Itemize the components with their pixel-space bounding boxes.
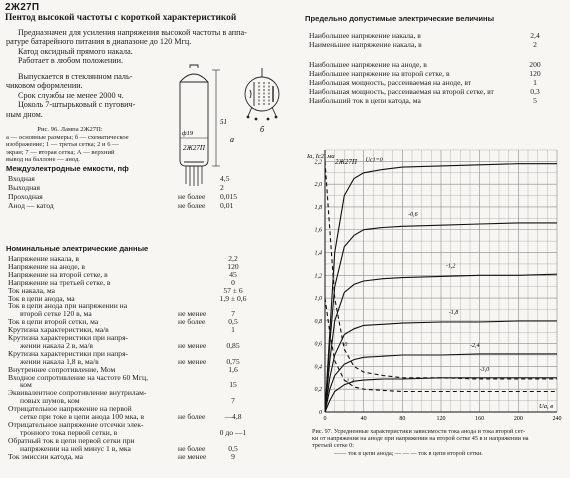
row-value: 120 <box>529 69 541 78</box>
row-value: —4,8 <box>224 412 242 421</box>
row-value: 0,5 <box>228 443 238 453</box>
row-value: 2,2 <box>228 254 238 263</box>
row-label: жении накала 2 в, ма/в <box>20 340 94 350</box>
row-value: 0,5 <box>228 317 238 327</box>
row-value: 0,3 <box>530 87 540 96</box>
row-value: 4,5 <box>220 174 230 183</box>
characteristic-chart <box>305 138 567 426</box>
dim-height: 51 <box>220 118 227 126</box>
chart-tube-label: 2Ж27П <box>335 158 357 166</box>
row-value: 15 <box>229 380 237 390</box>
x-tick-label: 240 <box>552 416 562 422</box>
row-value: 1,9 ± 0,6 <box>219 293 247 303</box>
tube-label: 2Ж27П <box>183 144 205 152</box>
row-label: Выходная <box>8 183 41 192</box>
row-value: 1 <box>533 78 537 87</box>
chart-caption <box>312 428 568 457</box>
row-limit: не менее <box>178 340 207 350</box>
schematic-pin-dots <box>247 116 278 121</box>
glass-line: чиковом оформлении. <box>6 81 83 91</box>
row-label: Наибольший ток в цепи катода, ма <box>309 96 421 105</box>
row-label: второй сетке 120 в, ма <box>20 309 92 319</box>
curve-label: -1,2 <box>344 378 354 385</box>
row-label: Ток в цепи анода, ма <box>8 293 75 303</box>
label-a: а <box>230 135 234 144</box>
nominal-heading: Номинальные электрические данные <box>6 244 149 253</box>
row-label: Ток в цепи второй сетки, ма <box>8 317 99 327</box>
glass-line: Выпускается в стеклянном паль- <box>18 72 133 81</box>
row-value: 2,4 <box>530 31 540 40</box>
row-label: сетке при токе в цепи анода 100 мка, в <box>20 412 145 421</box>
y-tick-label: 0,6 <box>314 341 322 348</box>
row-value: 7 <box>231 309 235 319</box>
row-label: Ток эмиссии катода, ма <box>8 451 83 461</box>
row-label: Обратный ток в цепи первой сетки при <box>8 435 135 445</box>
row-value: 1,6 <box>228 364 238 374</box>
chart-caption-legend: —— ток в цепи анода; — — — ток в цепи второй сетки. <box>334 449 483 457</box>
row-label: Наименьшее напряжение накала, в <box>309 40 422 49</box>
row-value: 57 ± 6 <box>223 285 243 295</box>
glass-paragraph <box>6 72 141 119</box>
row-value: 7 <box>231 396 235 406</box>
row-limit: не более <box>178 201 206 210</box>
curve-label: -1,8 <box>448 310 459 317</box>
chart-caption-line: Рис. 97. Усредненные характеристики зависимости тока анода и тока второй сет- <box>312 428 526 435</box>
schematic-symbol <box>245 68 279 116</box>
y-tick-label: 0 <box>319 410 322 416</box>
row-value: 1 <box>231 325 235 335</box>
intro-paragraph <box>6 28 296 66</box>
caption-line: вывод на баллоне — анод. <box>6 156 80 164</box>
y-tick-label: 1,2 <box>314 273 322 280</box>
x-tick-label: 40 <box>360 416 367 422</box>
row-label: Наибольшая мощность, рассеиваемая на второй сетке, вт <box>309 87 494 96</box>
row-label: Ток накала, ма <box>8 285 55 295</box>
tube-pins <box>186 166 202 186</box>
y-tick-label: 0,4 <box>314 364 322 371</box>
y-tick-label: 2,0 <box>314 182 322 189</box>
curve-label: 0 <box>344 341 348 348</box>
row-value: 120 <box>227 261 239 271</box>
caption-line: а — основные размеры; б — схематическое <box>6 133 129 141</box>
row-label: Внутреннее сопротивление, Мом <box>8 364 116 374</box>
row-label: Наибольшая мощность, рассеиваемая на аноде, вт <box>309 78 472 87</box>
y-tick-label: 1,4 <box>314 250 322 257</box>
y-tick-label: 1,8 <box>314 204 322 211</box>
curve-label: -0,6 <box>408 212 418 219</box>
row-label: Проходная <box>8 192 43 201</box>
y-tick-label: 0,8 <box>314 318 322 325</box>
curve-label: -3,0 <box>479 366 490 373</box>
row-label: Наибольшее напряжение накала, в <box>309 31 421 40</box>
row-value: 0,75 <box>226 356 240 366</box>
row-value: 0 до —1 <box>219 427 247 437</box>
curve-label: -1,2 <box>445 263 456 270</box>
row-label: ком <box>20 380 32 390</box>
curve-label: -2,4 <box>470 343 480 350</box>
x-tick-label: 200 <box>513 416 523 422</box>
row-value: 9 <box>231 451 235 461</box>
page-title: Пентод высокой частоты с короткой характеристикой <box>5 13 237 23</box>
row-label: Наибольшее напряжение на аноде, в <box>309 60 427 69</box>
row-value: 0,01 <box>220 201 234 210</box>
row-value: 2 <box>220 183 224 192</box>
row-limit: не более <box>178 443 206 453</box>
glass-line: ным дном. <box>6 109 43 119</box>
row-label: Входная <box>8 174 35 183</box>
row-label: жении накала 1,8 в, ма/в <box>20 356 99 366</box>
intro-line: Работает в любом положении. <box>18 56 124 66</box>
row-label: Крутизна характеристики при напря- <box>8 333 129 342</box>
row-limit: не менее <box>178 451 207 461</box>
tube-code: 2Ж27П <box>5 2 40 13</box>
y-tick-label: 2,2 <box>314 159 322 166</box>
label-b: б <box>260 125 265 134</box>
x-tick-label: 160 <box>475 416 485 422</box>
y-tick-label: 1,6 <box>314 227 322 234</box>
tube-drawing <box>150 62 300 190</box>
dim-diameter: ф19 <box>182 130 194 137</box>
row-label: тронного тока первой сетки, в <box>20 427 118 437</box>
row-label: Напряжение на второй сетке, в <box>8 269 108 279</box>
limits-heading: Предельно допустимые электрические величины <box>305 14 495 23</box>
row-value: 5 <box>533 96 537 105</box>
row-label: Входное сопротивление на частоте 60 Мгц, <box>8 372 149 382</box>
row-value: 200 <box>529 60 541 69</box>
row-limit: не менее <box>178 356 207 366</box>
row-label: Крутизна характеристики, ма/в <box>8 325 109 335</box>
row-limit: не более <box>178 192 206 201</box>
row-value: 0,015 <box>220 192 238 201</box>
caption-line: экран; 7 — вторая сетка; А — верхний <box>6 148 115 156</box>
chart-caption-line: ки от напряжения на аноде при напряжении на второй сетке 45 в и напряжении на <box>312 435 529 443</box>
row-label: Крутизна характеристики при напря- <box>8 348 129 358</box>
row-label: Напряжение накала, в <box>8 254 80 263</box>
row-label: Отрицательное напряжение на первой <box>8 404 132 414</box>
figure-caption <box>6 126 134 164</box>
glass-line: Срок службы не менее 2000 ч. <box>18 90 124 100</box>
row-limit: не более <box>178 317 206 327</box>
row-limit: не более <box>178 412 206 421</box>
caption-title: Рис. 96. Лампа 2Ж27П: <box>37 126 103 133</box>
row-value: 2 <box>533 40 537 49</box>
chart-caption-line: третьей сетке 0: <box>312 442 354 450</box>
row-label: Наибольшее напряжение на второй сетке, в <box>309 69 450 78</box>
x-tick-label: 120 <box>436 416 446 422</box>
row-label: Ток в цепи анода при напряжении на <box>8 301 128 311</box>
caption-line: изображение; 1 — третья сетка; 2 и 6 — <box>6 141 119 149</box>
row-value: 0 <box>231 277 235 287</box>
intro-line: Катод оксидный прямого накала. <box>18 46 133 56</box>
row-limit: не менее <box>178 309 207 319</box>
row-label: Напряжение на третьей сетке, в <box>8 277 111 287</box>
row-value: 0,85 <box>226 340 240 350</box>
capacitances-heading: Междуэлектродные емкости, пф <box>6 164 129 173</box>
row-label: повых шумов, ком <box>20 396 80 406</box>
row-label: напряжении на ней минус 1 в, мка <box>20 443 131 453</box>
y-tick-label: 0,2 <box>314 387 322 394</box>
x-tick-label: 0 <box>323 416 327 422</box>
x-tick-label: 80 <box>399 416 406 422</box>
row-label: Анод — катод <box>8 201 54 210</box>
row-label: Эквивалентное сопротивление внутрилам- <box>8 388 147 398</box>
intro-line: ратуре батарейного питания в диапазоне до 120 Мгц. <box>6 37 192 47</box>
row-label: Напряжение на аноде, в <box>8 261 85 271</box>
glass-line: Цоколь 7-штырьковый с пугович- <box>18 100 136 110</box>
y-axis-label: Ia, Ic2, ма <box>307 153 335 160</box>
row-label: Отрицательное напряжение отсечки элек- <box>8 419 144 429</box>
x-axis-label: Ua, в <box>539 403 554 410</box>
row-value: 45 <box>229 269 237 279</box>
y-tick-label: 1,0 <box>314 296 322 303</box>
intro-line: Предназначен для усиления напряжения высокой частоты в аппа- <box>18 28 247 37</box>
curve-label: Uc1=0 <box>365 157 383 164</box>
